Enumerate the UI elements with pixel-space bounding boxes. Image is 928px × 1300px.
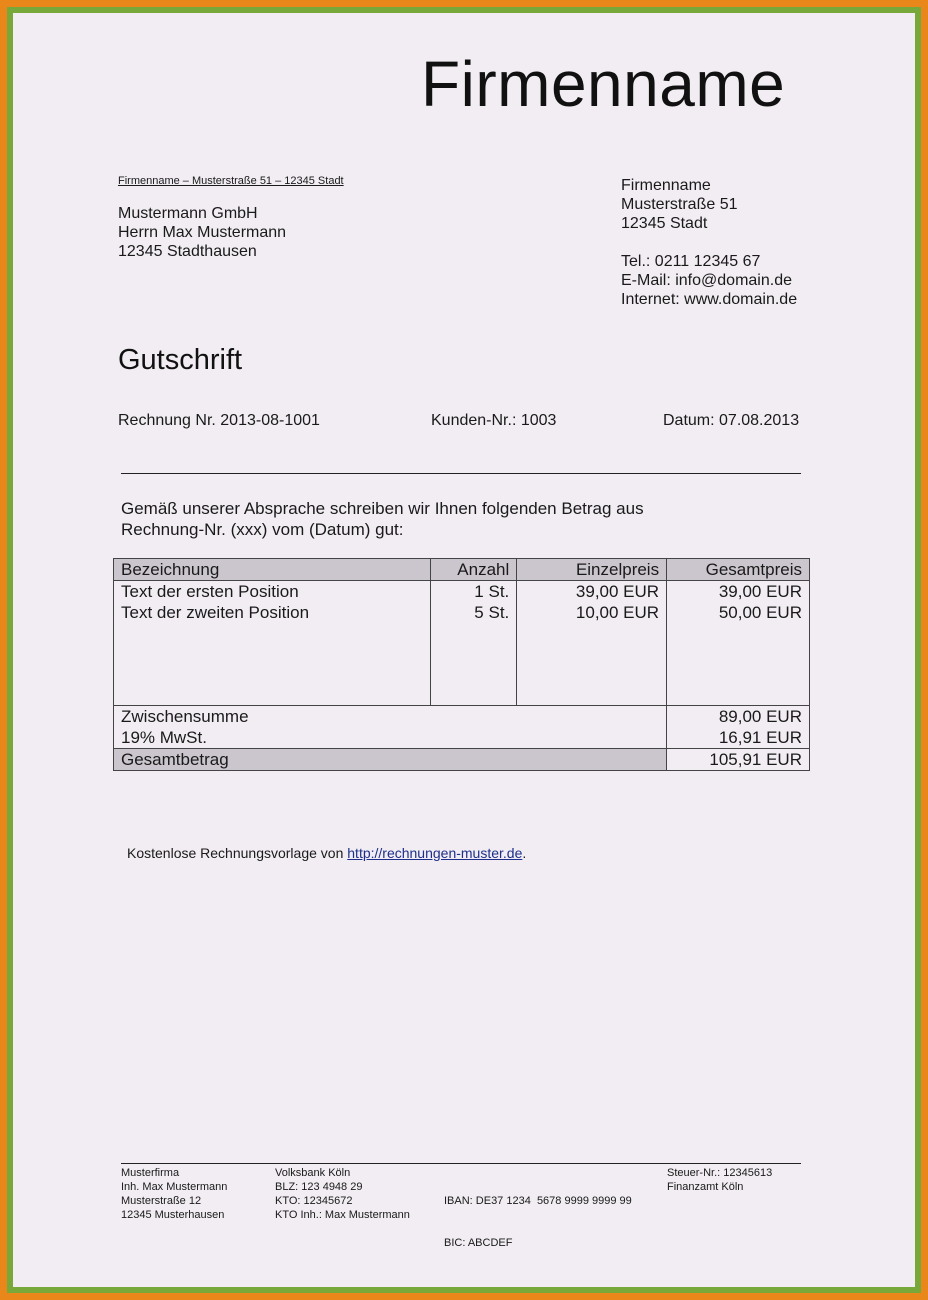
document-page (13, 13, 915, 1287)
row-total-price: 39,00 EUR (667, 581, 810, 603)
table-row (114, 602, 810, 623)
credit-suffix: . (522, 845, 527, 861)
company-email: E-Mail: info@domain.de (621, 272, 792, 289)
company-logo-title: Firmenname (421, 48, 786, 120)
document-date: Datum: 07.08.2013 (663, 412, 800, 429)
row-total-price: 50,00 EUR (667, 602, 810, 623)
vat-label: 19% MwSt. (121, 728, 207, 747)
company-tel: Tel.: 0211 12345 67 (621, 253, 761, 270)
company-internet: Internet: www.domain.de (621, 291, 798, 308)
table-empty-space (114, 623, 810, 706)
credit-text: Kostenlose Rechnungsvorlage von (127, 845, 348, 861)
footer-tax: Steuer-Nr.: 12345613 Finanzamt Köln (667, 1167, 773, 1193)
template-credit (127, 845, 526, 861)
subtotal-value: 89,00 EUR 16,91 EUR (667, 706, 810, 749)
intro-line-1: Gemäß unserer Absprache schreiben wir Ihnen folgenden Betrag aus (121, 499, 644, 518)
total-value: 105,91 EUR (667, 749, 810, 771)
recipient-company: Mustermann GmbH (118, 205, 258, 222)
intro-text (121, 498, 644, 540)
total-row (114, 749, 810, 771)
table-header-row (114, 559, 810, 581)
row-unit-price: 39,00 EUR (517, 581, 667, 603)
separator-line (121, 473, 801, 474)
customer-number: Kunden-Nr.: 1003 (431, 412, 557, 429)
subtotal-label: Zwischensumme 19% MwSt. (114, 706, 667, 749)
footer-iban: IBAN: DE37 1234 5678 9999 9999 99 BIC: ABCDEF (444, 1195, 632, 1249)
header-quantity: Anzahl (431, 559, 517, 581)
recipient-city: 12345 Stadthausen (118, 243, 257, 260)
recipient-address (118, 204, 286, 261)
vat-value: 16,91 EUR (718, 728, 802, 747)
footer-bank: Volksbank Köln BLZ: 123 4948 29 KTO: 12345672 KTO Inh.: Max Mustermann (275, 1167, 410, 1221)
credit-link[interactable]: http://rechnungen-muster.de (347, 845, 523, 861)
items-table (113, 558, 810, 771)
row-quantity: 1 St. (431, 581, 517, 603)
header-description: Bezeichnung (114, 559, 431, 581)
header-unit-price: Einzelpreis (517, 559, 667, 581)
row-quantity: 5 St. (431, 602, 517, 623)
company-name: Firmenname (621, 177, 711, 194)
recipient-person: Herrn Max Mustermann (118, 224, 287, 241)
row-description: Text der zweiten Position (114, 602, 431, 623)
row-unit-price: 10,00 EUR (517, 602, 667, 623)
table-row (114, 581, 810, 603)
sender-address-line: Firmenname – Musterstraße 51 – 12345 Stadt (118, 175, 344, 187)
row-description: Text der ersten Position (114, 581, 431, 603)
footer-company: Musterfirma Inh. Max Mustermann Musterstraße 12 12345 Musterhausen (121, 1167, 228, 1221)
invoice-number: Rechnung Nr. 2013-08-1001 (118, 412, 320, 429)
footer-separator (121, 1163, 801, 1164)
subtotal-row (114, 706, 810, 749)
intro-line-2: Rechnung-Nr. (xxx) vom (Datum) gut: (121, 520, 404, 539)
company-contact-block (621, 176, 797, 309)
company-street: Musterstraße 51 (621, 196, 738, 213)
document-title: Gutschrift (118, 344, 243, 376)
company-city: 12345 Stadt (621, 215, 708, 232)
header-total-price: Gesamtpreis (667, 559, 810, 581)
total-label: Gesamtbetrag (114, 749, 667, 771)
